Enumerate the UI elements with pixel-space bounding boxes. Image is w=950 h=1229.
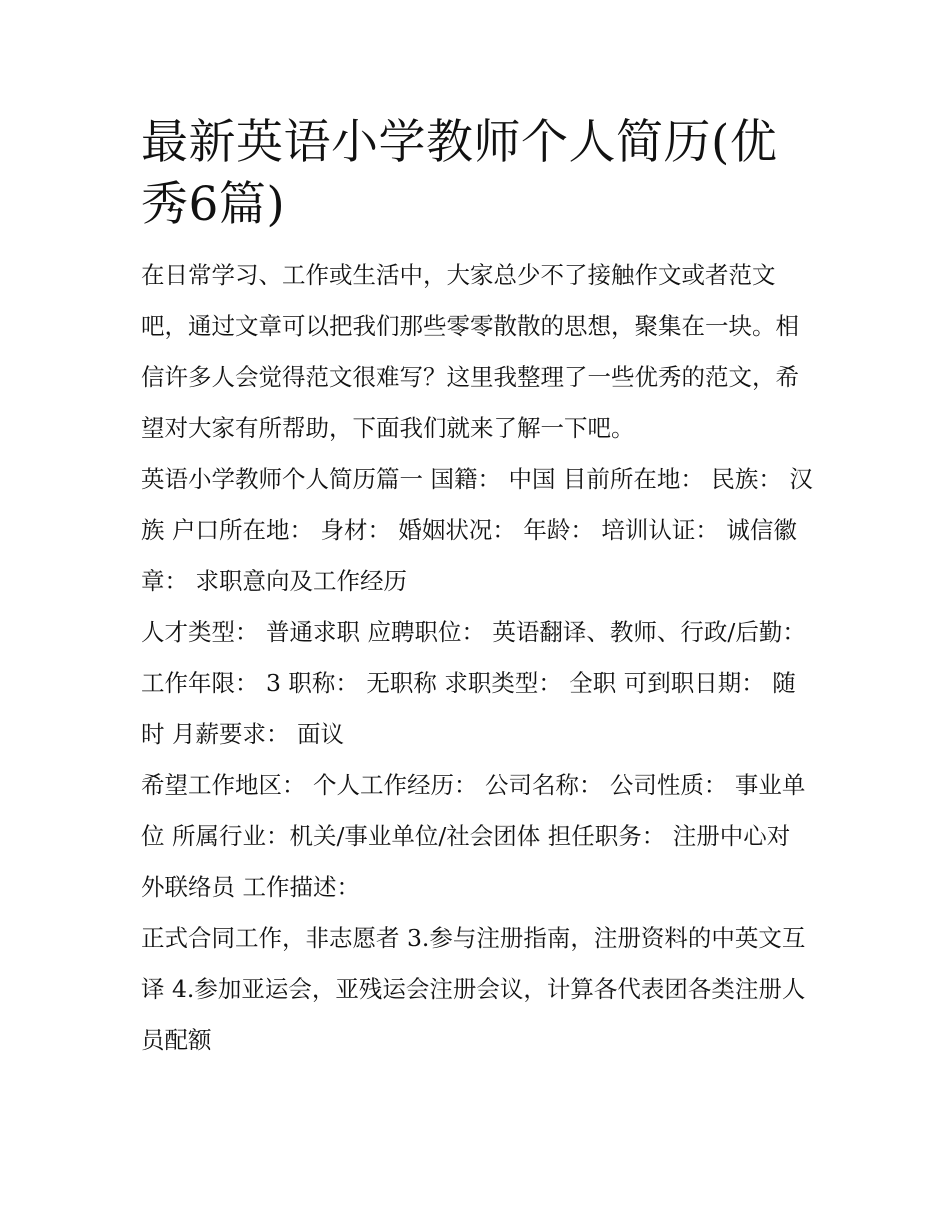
document-body [141,112,813,1066]
intro-paragraph: 在日常学习、工作或生活中，大家总少不了接触作文或者范文吧，通过文章可以把我们那些零零散散的思想，聚集在一块。相信许多人会觉得范文很难写？这里我整理了一些优秀的范文，希望对大家有所帮助，下面我们就来了解一下吧。 [141,261,799,442]
job-description-paragraph: 正式合同工作，非志愿者 3.参与注册指南，注册资料的中英文互译 4.参加亚运会，亚残运会注册会议，计算各代表团各类注册人员配额 [141,924,806,1054]
resume-basic-info-paragraph: 英语小学教师个人简历篇一 国籍： 中国 目前所在地： 民族： 汉族 户口所在地： 身材： 婚姻状况： 年龄： 培训认证： 诚信徽章： 求职意向及工作经历 [141,465,813,595]
document-title: 最新英语小学教师个人简历(优秀6篇) [141,115,778,232]
job-intention-paragraph: 人才类型： 普通求职 应聘职位： 英语翻译、教师、行政/后勤： 工作年限： 3 职称： 无职称 求职类型： 全职 可到职日期： 随时 月薪要求： 面议 [141,618,806,748]
work-experience-paragraph: 希望工作地区： 个人工作经历： 公司名称： 公司性质： 事业单位 所属行业：机关/事业单位/社会团体 担任职务： 注册中心对外联络员 工作描述： [141,771,806,901]
